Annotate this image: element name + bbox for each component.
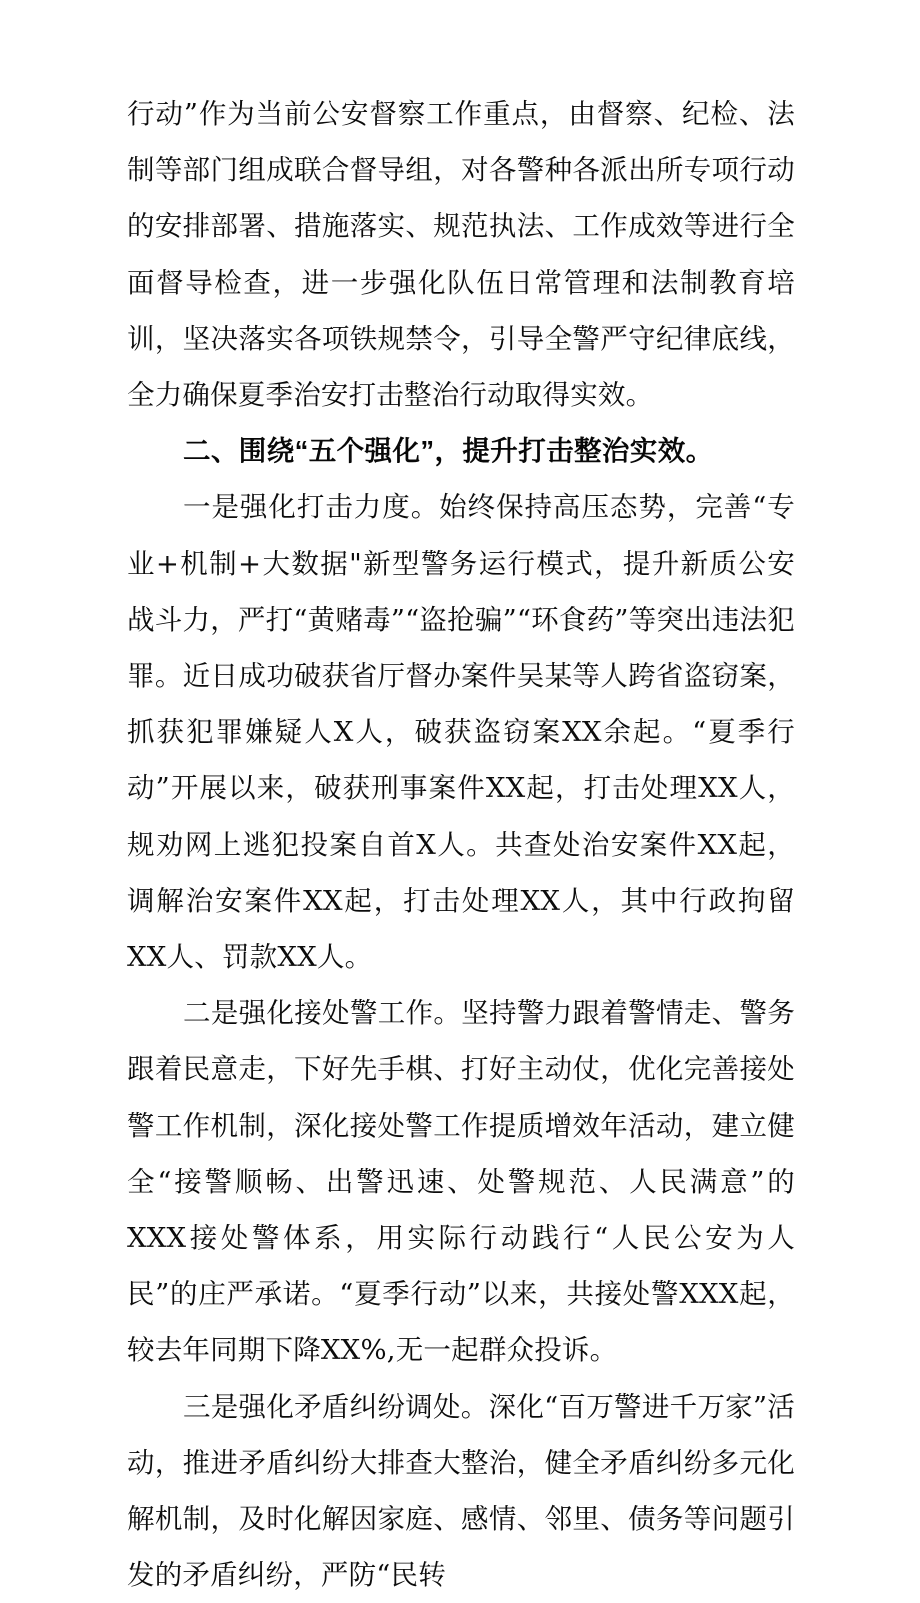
document-body [127, 86, 795, 1603]
paragraph-continued: 行动”作为当前公安督察工作重点，由督察、纪检、法制等部门组成联合督导组，对各警种各派出所专项行动的安排部署、措施落实、规范执法、工作成效等进行全面督导检查，进一步强化队伍日常管理和法制教育培训，坚决落实各项铁规禁令，引导全警严守纪律底线，全力确保夏季治安打击整治行动取得实效。 [127, 98, 795, 412]
paragraph-item-two: 二是强化接处警工作。坚持警力跟着警情走、警务跟着民意走，下好先手棋、打好主动仗，优化完善接处警工作机制，深化接处警工作提质增效年活动，建立健全“接警顺畅、出警迅速、处警规范、人民满意”的XXX接处警体系，用实际行动践行“人民公安为人民”的庄严承诺。“夏季行动”以来，共接处警XXX起，较去年同期下降XX%,无一起群众投诉。 [127, 997, 795, 1367]
paragraph-item-three: 三是强化矛盾纠纷调处。深化“百万警进千万家”活动，推进矛盾纠纷大排查大整治，健全矛盾纠纷多元化解机制，及时化解因家庭、感情、邻里、债务等问题引发的矛盾纠纷，严防“民转 [127, 1390, 795, 1592]
paragraph-item-one: 一是强化打击力度。始终保持高压态势，完善“专业+机制+大数据"新型警务运行模式，提升新质公安战斗力，严打“黄赌毒”“盗抢骗”“环食药”等突出违法犯罪。近日成功破获省厅督办案件吴某等人跨省盗窃案，抓获犯罪嫌疑人X人，破获盗窃案XX余起。“夏季行动”开展以来，破获刑事案件XX起，打击处理XX人，规劝网上逃犯投案自首X人。共查处治安案件XX起，调解治安案件XX起，打击处理XX人，其中行政拘留XX人、罚款XX人。 [127, 491, 795, 974]
section-heading-two: 二、围绕“五个强化”，提升打击整治实效。 [183, 435, 714, 467]
